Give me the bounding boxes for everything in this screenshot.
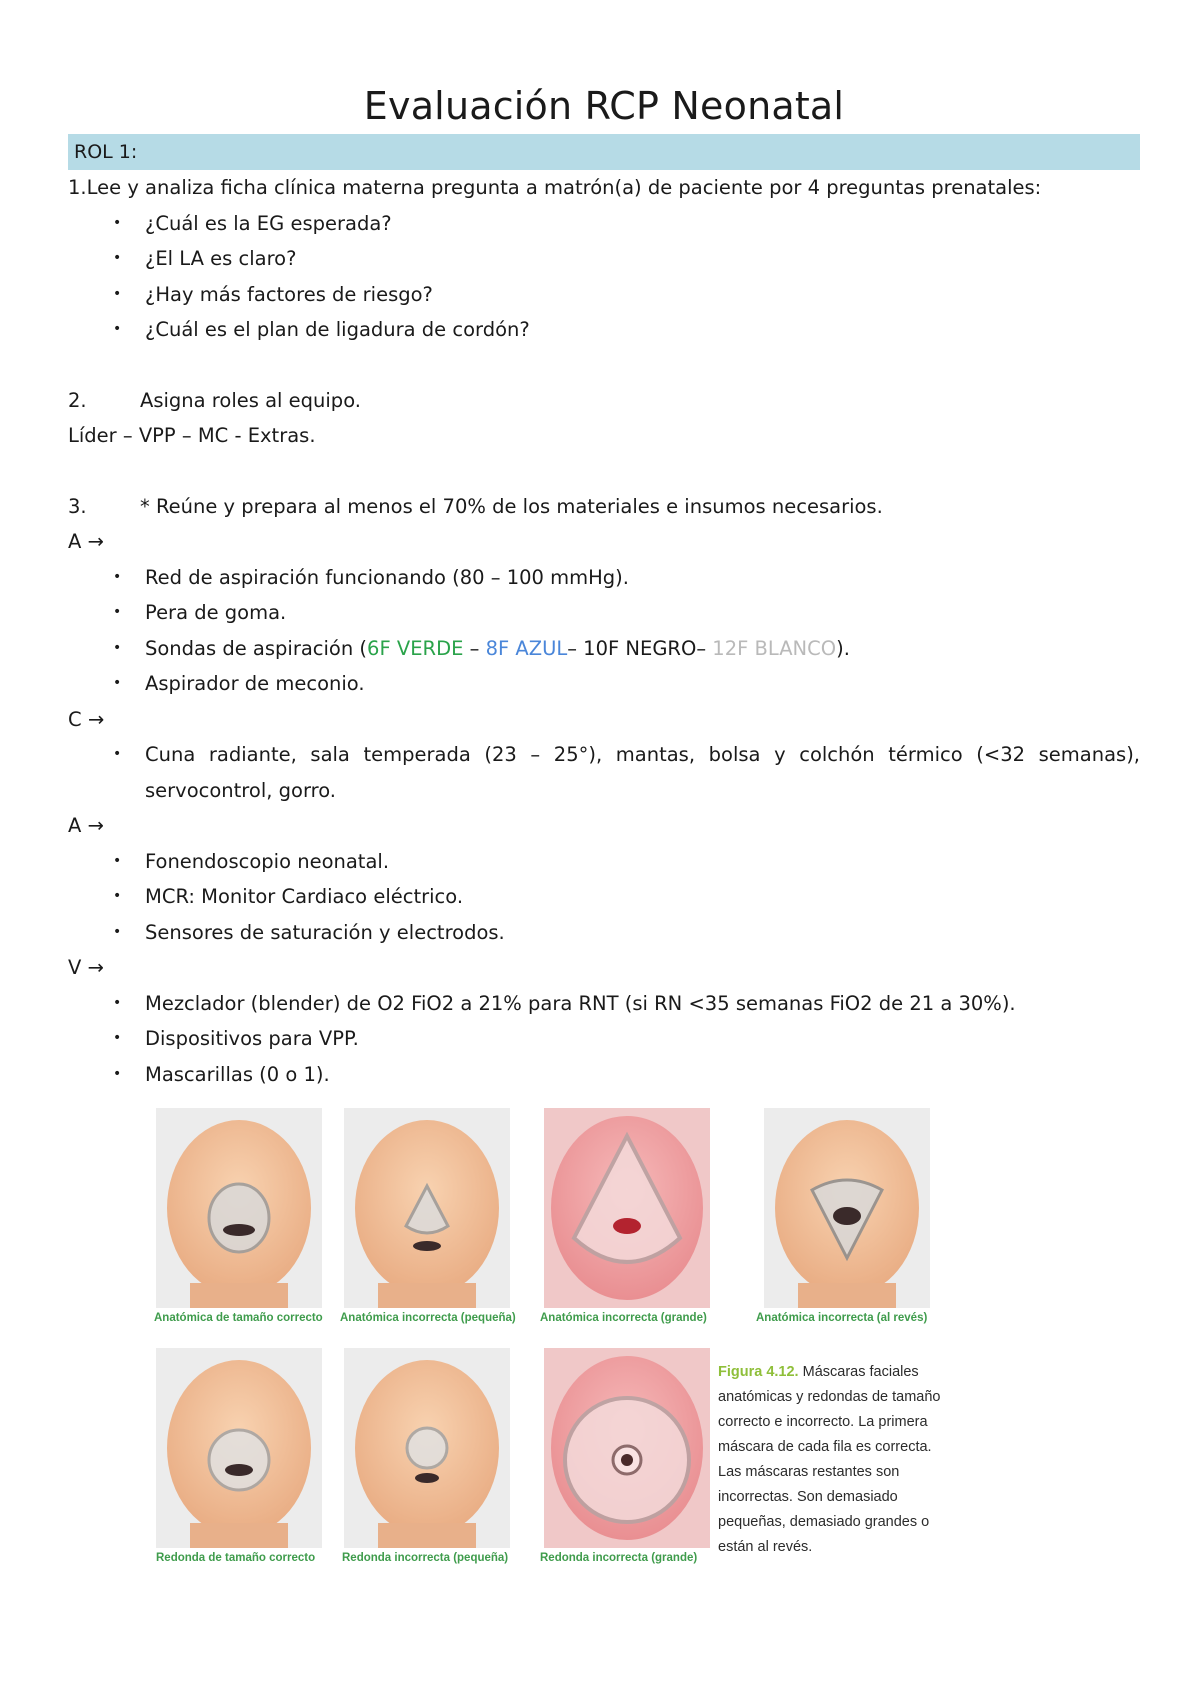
list-item: • Cuna radiante, sala temperada (23 – 25°), mantas, bolsa y colchón térmico (<32 semanas), servocontrol, gorro. bbox=[68, 737, 1140, 808]
list-item: • Fonendoscopio neonatal. bbox=[68, 844, 1140, 880]
bullet-icon: • bbox=[113, 321, 122, 337]
probe-12f-white: 12F BLANCO bbox=[712, 636, 837, 660]
probe-8f-blue: 8F AZUL bbox=[485, 636, 568, 660]
figure-caption bbox=[718, 1360, 948, 1560]
photo-round-too-small bbox=[344, 1348, 510, 1548]
photo-anatomical-too-small bbox=[344, 1108, 510, 1308]
role-header: ROL 1: bbox=[68, 134, 1140, 170]
probe-6f-green: 6F VERDE bbox=[367, 636, 464, 660]
bullet-icon: • bbox=[113, 214, 122, 231]
bullet-icon: • bbox=[113, 568, 122, 585]
roles-line: Líder – VPP – MC - Extras. bbox=[68, 424, 316, 447]
step-1-text: 1.Lee y analiza ficha clínica materna pregunta a matrón(a) de paciente por 4 preguntas prenatales: bbox=[68, 176, 1042, 199]
list-item: • ¿Cuál es el plan de ligadura de cordón? bbox=[68, 312, 1140, 348]
list-item: • Pera de goma. bbox=[68, 595, 1140, 631]
temperature-list bbox=[68, 737, 1140, 808]
step-3-text: * Reúne y prepara al menos el 70% de los materiales e insumos necesarios. bbox=[140, 494, 883, 518]
section-head-temperature: C → bbox=[68, 707, 105, 731]
caption-anatomical-correct: Anatómica de tamaño correcto bbox=[154, 1312, 323, 1324]
mask-figure bbox=[150, 1108, 950, 1608]
photo-round-too-large bbox=[544, 1348, 710, 1548]
bullet-icon: • bbox=[113, 994, 122, 1011]
bullet-icon: • bbox=[113, 250, 122, 266]
list-item-sondas: • Sondas de aspiración (6F VERDE – 8F AZUL– 10F NEGRO– 12F BLANCO). bbox=[68, 631, 1140, 667]
bullet-icon: • bbox=[113, 852, 122, 869]
ventilation-list bbox=[68, 986, 1140, 1093]
prenatal-questions-list bbox=[68, 206, 1140, 348]
list-item: • MCR: Monitor Cardiaco eléctrico. bbox=[68, 879, 1140, 915]
bullet-icon: • bbox=[113, 923, 122, 940]
bullet-icon: • bbox=[113, 746, 122, 762]
assessment-list bbox=[68, 844, 1140, 951]
list-item: • Red de aspiración funcionando (80 – 100 mmHg). bbox=[68, 560, 1140, 596]
list-item: • ¿Cuál es la EG esperada? bbox=[68, 206, 1140, 242]
caption-anatomical-large: Anatómica incorrecta (grande) bbox=[540, 1312, 707, 1324]
step-number: 2. bbox=[68, 388, 87, 412]
bullet-icon: • bbox=[113, 675, 122, 691]
caption-anatomical-upside-down: Anatómica incorrecta (al revés) bbox=[756, 1312, 928, 1324]
list-item: • Mascarillas (0 o 1). bbox=[68, 1057, 1140, 1093]
figure-label: Figura 4.12. bbox=[718, 1364, 799, 1380]
section-head-assessment: A → bbox=[68, 814, 104, 837]
section-head-airway: A → bbox=[68, 530, 104, 553]
list-item: • ¿Hay más factores de riesgo? bbox=[68, 277, 1140, 313]
photo-anatomical-too-large bbox=[544, 1108, 710, 1308]
step-2-text: Asigna roles al equipo. bbox=[140, 388, 361, 412]
step-number: 3. bbox=[68, 494, 87, 518]
airway-list bbox=[68, 560, 1140, 702]
bullet-icon: • bbox=[113, 1030, 122, 1046]
figure-description: Máscaras faciales anatómicas y redondas de tamaño correcto e incorrecto. La primera máscara de cada fila es correcta. Las máscaras restantes son incorrectas. Son demasiado pequeñas, demasiado grandes o están al revés. bbox=[718, 1364, 941, 1555]
list-item: • Sensores de saturación y electrodos. bbox=[68, 915, 1140, 951]
bullet-icon: • bbox=[113, 1065, 122, 1082]
caption-anatomical-small: Anatómica incorrecta (pequeña) bbox=[340, 1312, 516, 1324]
photo-anatomical-correct bbox=[156, 1108, 322, 1308]
list-item: • Dispositivos para VPP. bbox=[68, 1021, 1140, 1057]
photo-round-correct bbox=[156, 1348, 322, 1548]
bullet-icon: • bbox=[113, 604, 122, 620]
caption-round-large: Redonda incorrecta (grande) bbox=[540, 1552, 698, 1564]
list-item: • Aspirador de meconio. bbox=[68, 666, 1140, 702]
caption-round-correct: Redonda de tamaño correcto bbox=[156, 1552, 316, 1564]
step-3 bbox=[68, 489, 1140, 525]
bullet-icon: • bbox=[113, 639, 122, 656]
photo-anatomical-upside-down bbox=[764, 1108, 930, 1308]
bullet-icon: • bbox=[113, 888, 122, 904]
list-item: • ¿El LA es claro? bbox=[68, 241, 1140, 277]
page-title: Evaluación RCP Neonatal bbox=[363, 84, 845, 128]
step-2 bbox=[68, 383, 1140, 419]
caption-round-small: Redonda incorrecta (pequeña) bbox=[342, 1552, 509, 1564]
section-head-ventilation: V → bbox=[68, 956, 104, 979]
list-item: • Mezclador (blender) de O2 FiO2 a 21% para RNT (si RN <35 semanas FiO2 de 21 a 30%). bbox=[68, 986, 1140, 1022]
document-page bbox=[68, 0, 1140, 1092]
bullet-icon: • bbox=[113, 285, 122, 302]
